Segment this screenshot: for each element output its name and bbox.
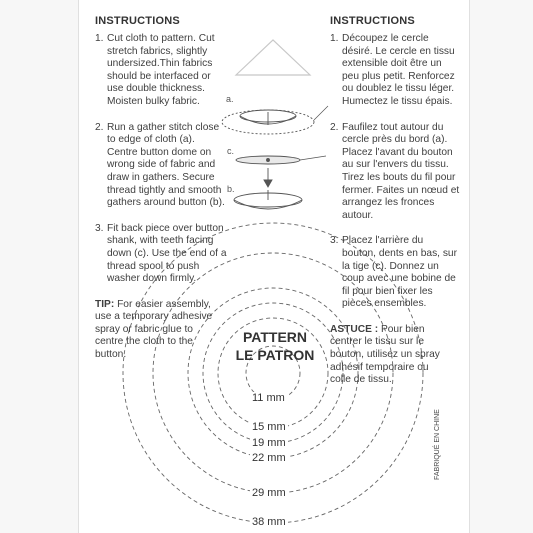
right-step-3-text: Placez l'arrière du bouton, dents en bas, sur la tige (c). Donnez un coup avec une bobine de fil pour bien fixer les pièces ensembles. xyxy=(342,235,457,310)
diagram-label-a: a. xyxy=(226,94,234,104)
left-tip-text: For easier assembly, use a temporary adhesive spray or fabric glue to centre the cloth to the button. xyxy=(95,298,213,361)
hang-hole-icon xyxy=(236,40,310,75)
size-label-22mm: 22 mm xyxy=(252,452,286,464)
size-label-19mm: 19 mm xyxy=(252,437,286,449)
right-step-3 xyxy=(330,235,460,311)
left-step-2-num: 2. xyxy=(95,121,104,133)
leader-line-right-c xyxy=(300,156,326,160)
made-in-label: FABRIQUÉ EN CHINE xyxy=(434,409,441,480)
washer-hole xyxy=(267,159,270,162)
pattern-title xyxy=(225,328,325,364)
leader-line-right-a xyxy=(314,106,328,120)
diagram-label-c: c. xyxy=(227,146,235,156)
size-label-15mm: 15 mm xyxy=(252,421,286,433)
left-step-2-text: Run a gather stitch close to edge of cloth (a). Centre button dome on wrong side of fabric and draw in gathers. Secure thread tightly and smooth gathers around button (b). xyxy=(107,121,225,209)
diagram-label-b: b. xyxy=(227,184,235,194)
right-step-2-num: 2. xyxy=(330,121,339,133)
left-step-2 xyxy=(95,122,227,210)
right-step-1-text: Découpez le cercle désiré. Le cercle en tissu extensible doit être un peu plus petit. Renforcez ou doublez le tissu léger. Humectez le tissu épais. xyxy=(342,33,455,107)
right-step-2-text: Faufilez tout autour du cercle près du bord (a). Placez l'avant du bouton au sur l'envers du tissu. Tirez les bouts du fil pour fermer. Faites un nœud et arrangez les fronces autour. xyxy=(342,121,460,221)
left-step-1-num: 1. xyxy=(95,33,104,44)
left-step-3 xyxy=(95,223,227,286)
pattern-title-en: PATTERN xyxy=(242,329,308,345)
right-tip-text: Pour bien centrer le tissu sur le bouton, utilisez un spray adhésif temporaire ou colle de tissu. xyxy=(330,323,440,386)
right-step-3-num: 3. xyxy=(330,235,339,247)
right-step-1-num: 1. xyxy=(330,33,339,44)
left-tip xyxy=(95,299,220,362)
left-instructions xyxy=(95,33,227,362)
left-step-1-text: Cut cloth to pattern. Cut stretch fabrics, slightly undersized.Thin fabrics should be interfaced or use double thickness. Moisten bulky fabric. xyxy=(107,33,215,107)
left-step-3-text: Fit back piece over button shank, with teeth facing down (c). Use the end of a thread spool to push washer down firmly. xyxy=(107,222,227,285)
assembly-diagram xyxy=(222,106,328,209)
arrow-down-icon xyxy=(264,180,272,187)
size-label-11mm: 11 mm xyxy=(252,392,285,404)
right-step-2 xyxy=(330,122,460,223)
size-label-29mm: 29 mm xyxy=(252,487,286,499)
size-label-38mm: 38 mm xyxy=(252,516,286,528)
left-step-1 xyxy=(95,33,227,109)
right-instructions xyxy=(330,33,460,387)
right-tip-label: ASTUCE : xyxy=(330,323,379,335)
right-tip xyxy=(330,324,440,387)
right-step-1 xyxy=(330,33,460,109)
left-step-3-num: 3. xyxy=(95,222,104,234)
left-tip-label: TIP: xyxy=(95,298,115,310)
left-heading: INSTRUCTIONS xyxy=(95,15,180,27)
pattern-title-fr: LE PATRON xyxy=(235,347,315,363)
right-heading: INSTRUCTIONS xyxy=(330,15,415,27)
